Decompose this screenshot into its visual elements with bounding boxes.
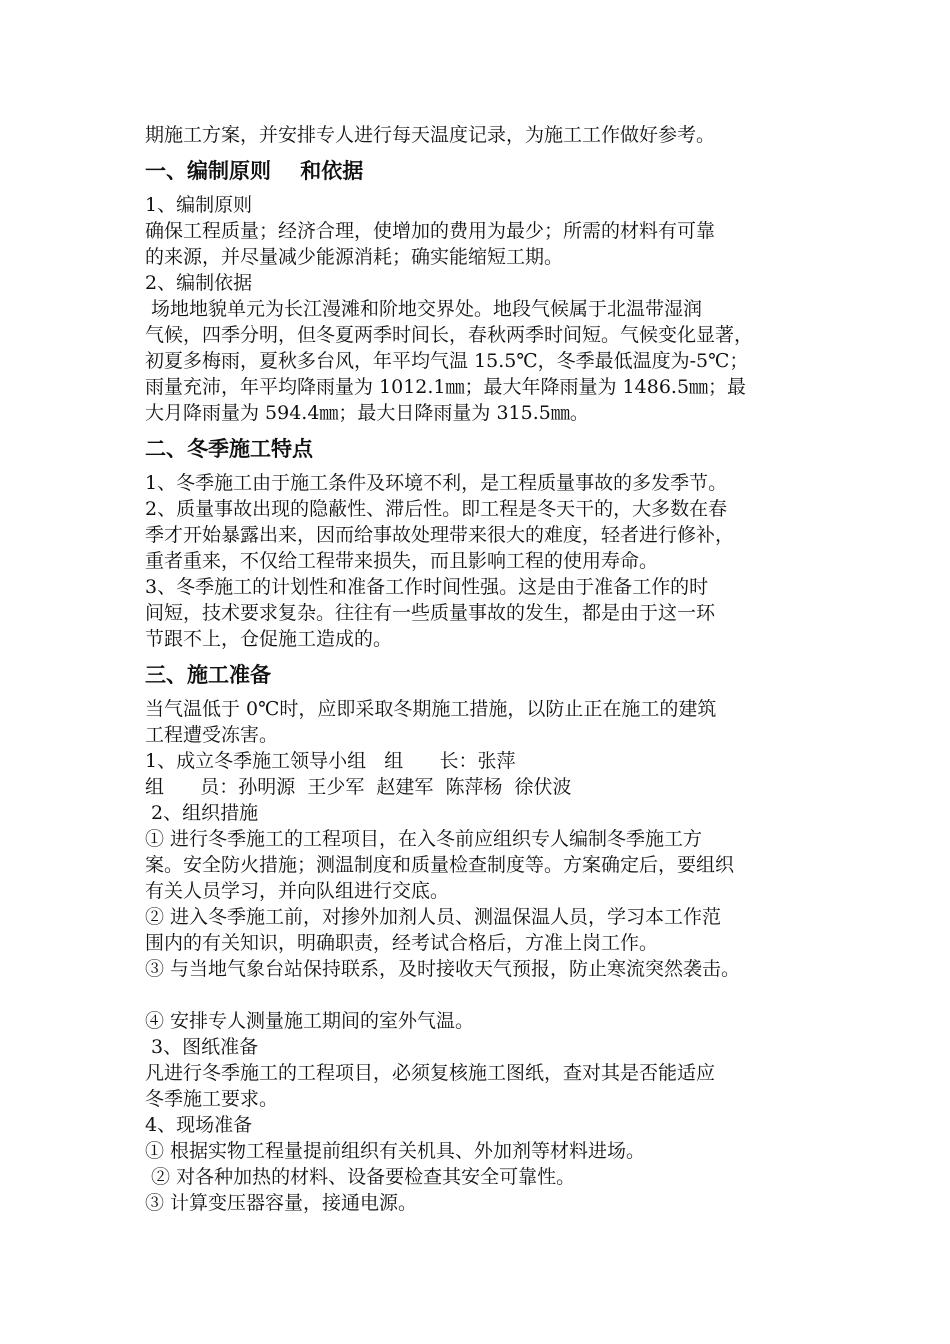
text-line: 3、冬季施工的计划性和准备工作时间性强。这是由于准备工作的时 xyxy=(145,576,709,598)
text-line: 案。安全防火措施；测温制度和质量检查制度等。方案确定后，要组织 xyxy=(145,854,735,876)
text-line: 有关人员学习，并向队组进行交底。 xyxy=(145,880,450,902)
text-line: 确保工程质量；经济合理，使增加的费用为最少；所需的材料有可靠 xyxy=(145,220,716,242)
text-line: 季才开始暴露出来，因而给事故处理带来很大的难度，轻者进行修补， xyxy=(145,524,735,546)
text-line: 初夏多梅雨，夏秋多台风，年平均气温 15.5℃，冬季最低温度为-5℃； xyxy=(145,350,749,372)
text-line: ③ 计算变压器容量，接通电源。 xyxy=(145,1192,418,1214)
text-line: 1、成立冬季施工领导小组 组 长：张萍 xyxy=(145,750,516,772)
text-line: 场地地貌单元为长江漫滩和阶地交界处。地段气候属于北温带湿润 xyxy=(145,298,703,320)
text-line: 围内的有关知识，明确职责，经考试合格后，方准上岗工作。 xyxy=(145,932,659,954)
document-page xyxy=(145,122,825,1216)
subsection-title: 3、图纸准备 xyxy=(145,1036,259,1058)
text-line: 期施工方案，并安排专人进行每天温度记录，为施工工作做好参考。 xyxy=(145,124,716,146)
text-line: ② 进入冬季施工前，对掺外加剂人员、测温保温人员，学习本工作范 xyxy=(145,906,722,928)
text-line: 2、质量事故出现的隐蔽性、滞后性。即工程是冬天干的，大多数在春 xyxy=(145,498,728,520)
text-line: ① 根据实物工程量提前组织有关机具、外加剂等材料进场。 xyxy=(145,1140,646,1162)
text-line: 重者重来，不仅给工程带来损失，而且影响工程的使用寿命。 xyxy=(145,550,659,572)
text-line: 1、冬季施工由于施工条件及环境不利，是工程质量事故的多发季节。 xyxy=(145,472,728,494)
text-line: ④ 安排专人测量施工期间的室外气温。 xyxy=(145,1010,475,1032)
subsection-title: 4、现场准备 xyxy=(145,1114,253,1136)
section-heading-3: 三、施工准备 xyxy=(145,663,271,687)
text-line: 组 员：孙明源 王少军 赵建军 陈萍杨 徐伏波 xyxy=(145,776,572,798)
text-line: 大月降雨量为 594.4㎜；最大日降雨量为 315.5㎜。 xyxy=(145,402,589,424)
text-line: 气候，四季分明，但冬夏两季时间长，春秋两季时间短。气候变化显著， xyxy=(145,324,754,346)
text-line: ② 对各种加热的材料、设备要检查其安全可靠性。 xyxy=(145,1166,576,1188)
text-line: 凡进行冬季施工的工程项目，必须复核施工图纸，查对其是否能适应 xyxy=(145,1062,716,1084)
text-line: 雨量充沛，年平均降雨量为 1012.1㎜；最大年降雨量为 1486.5㎜；最 xyxy=(145,376,747,398)
text-line: 冬季施工要求。 xyxy=(145,1088,279,1110)
subsection-title: 2、组织措施 xyxy=(145,802,259,824)
text-line: 的来源，并尽量减少能源消耗；确实能缩短工期。 xyxy=(145,246,564,268)
subsection-title: 1、编制原则 xyxy=(145,194,253,216)
text-line: 间短，技术要求复杂。往往有一些质量事故的发生，都是由于这一环 xyxy=(145,602,716,624)
text-line: ① 进行冬季施工的工程项目，在入冬前应组织专人编制冬季施工方 xyxy=(145,828,703,850)
text-line: 工程遭受冻害。 xyxy=(145,724,279,746)
text-line: 当气温低于 0℃时，应即采取冬期施工措施，以防止正在施工的建筑 xyxy=(145,698,717,720)
subsection-title: 2、编制依据 xyxy=(145,272,253,294)
text-line: ③ 与当地气象台站保持联系，及时接收天气预报，防止寒流突然袭击。 xyxy=(145,958,741,980)
blank-line xyxy=(145,982,825,1008)
section-heading-1: 一、编制原则 和依据 xyxy=(145,159,364,183)
text-line: 节跟不上，仓促施工造成的。 xyxy=(145,628,393,650)
section-heading-2: 二、冬季施工特点 xyxy=(145,437,313,461)
